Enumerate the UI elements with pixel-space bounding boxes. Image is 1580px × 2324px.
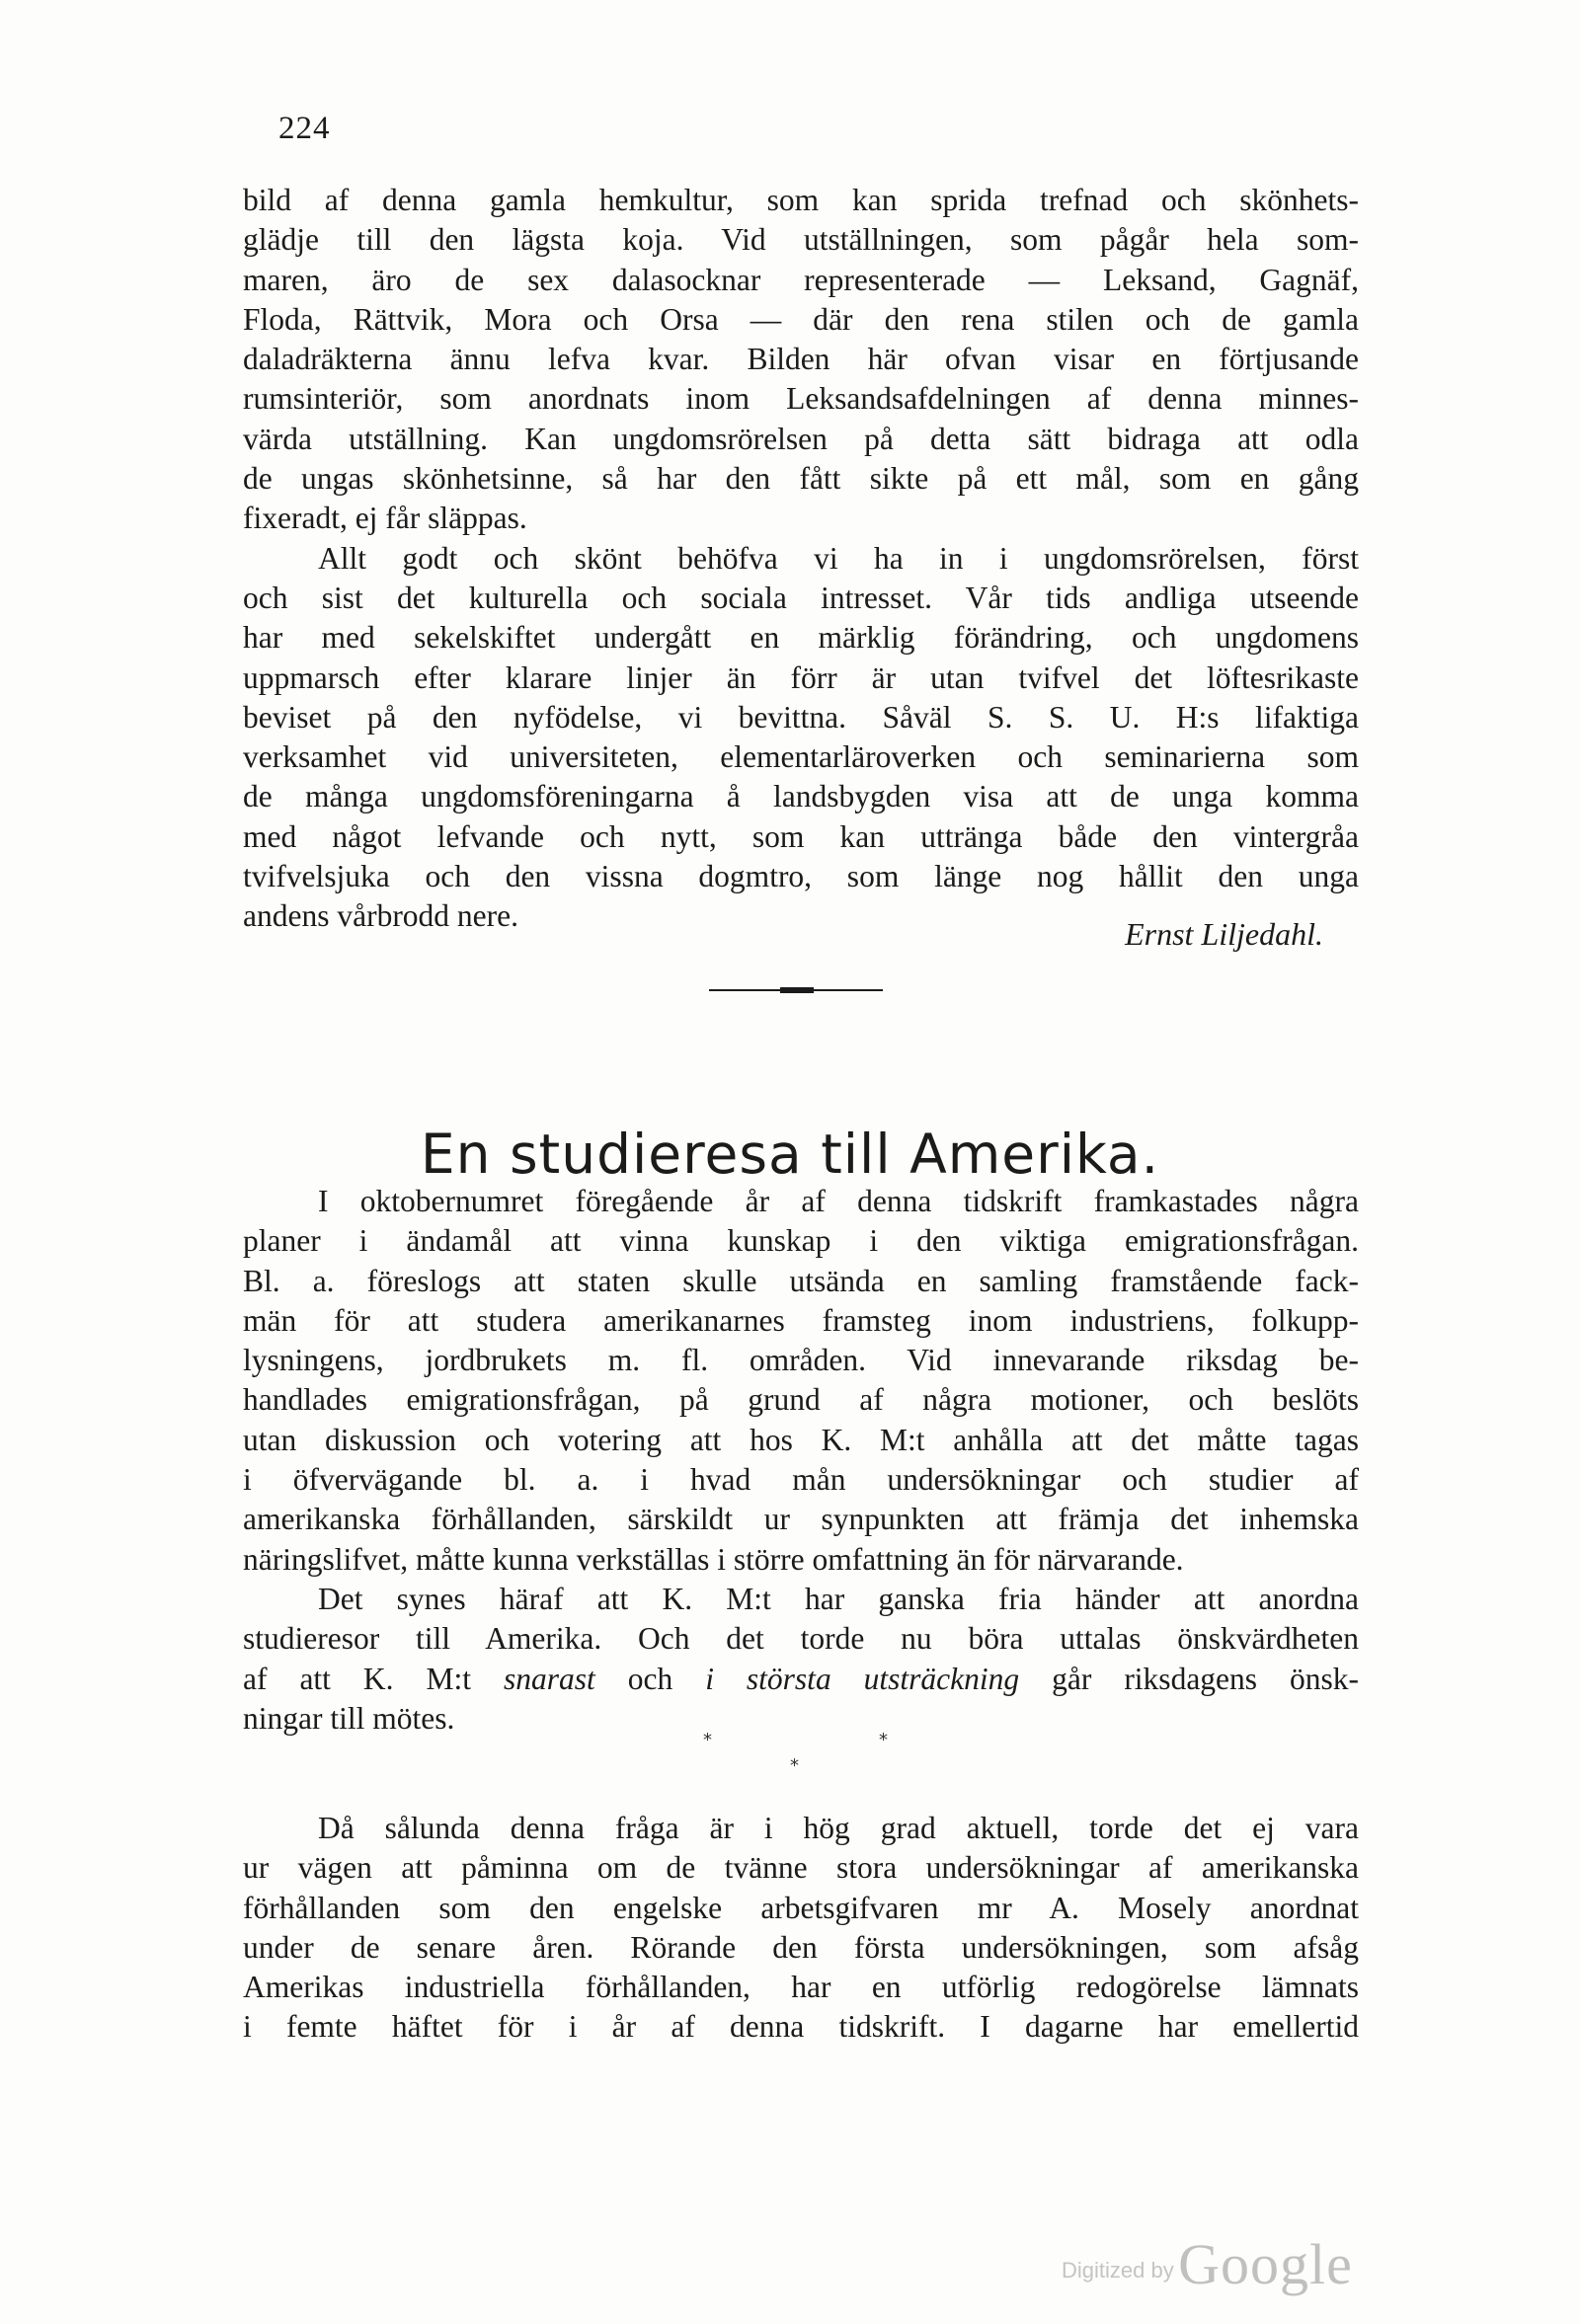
text-line: bild af denna gamla hemkultur, som kan sprida trefnad och skönhets-	[243, 183, 1359, 217]
text-line: värda utställning. Kan ungdomsrörelsen på detta sätt bidraga att odla	[243, 421, 1359, 456]
text-line: ur vägen att påminna om de tvänne stora undersökningar af amerikanska	[243, 1850, 1359, 1886]
text-line: och sist det kulturella och sociala intresset. Vår tids andliga utseende	[243, 580, 1359, 615]
text-run: går riksdagens önsk-	[1019, 1661, 1360, 1696]
text-line: i femte häftet för i år af denna tidskrift. I dagarne har emellertid	[243, 2009, 1359, 2045]
text-line: de ungas skönhetsinne, så har den fått sikte på ett mål, som en gång	[243, 461, 1359, 497]
text-line: under de senare åren. Rörande den första undersökningen, som afsåg	[243, 1929, 1359, 1965]
text-line: planer i ändamål att vinna kunskap i den viktiga emigrationsfrågan.	[243, 1223, 1359, 1259]
text-line: ningar till mötes.	[243, 1700, 455, 1736]
text-line: näringslifvet, måtte kunna verkställas i större omfattning än för närvarande.	[243, 1541, 1184, 1577]
text-line: I oktobernumret föregående år af denna tidskrift framkastades några	[318, 1184, 1359, 1218]
text-line: verksamhet vid universiteten, elementarläroverken och seminarierna som	[243, 739, 1359, 775]
text-line: andens vårbrodd nere.	[243, 898, 519, 934]
text-line: beviset på den nyfödelse, vi bevittna. Såväl S. S. U. H:s lifaktiga	[243, 699, 1359, 735]
text-line: förhållanden som den engelske arbetsgifvaren mr A. Mosely anordnat	[243, 1890, 1359, 1925]
article-title: En studieresa till Amerika.	[420, 1122, 1160, 1186]
text-line: rumsinteriör, som anordnats inom Leksandsafdelningen af denna minnes-	[243, 381, 1359, 417]
text-line: Allt godt och skönt behöfva vi ha in i ungdomsrörelsen, först	[318, 540, 1359, 576]
text-line: tvifvelsjuka och den vissna dogmtro, som länge nog hållit den unga	[243, 859, 1359, 894]
text-line: uppmarsch efter klarare linjer än förr är utan tvifvel det löftesrikaste	[243, 659, 1359, 695]
text-line: lysningens, jordbrukets m. fl. områden. Vid innevarande riksdag be-	[243, 1343, 1359, 1378]
page-number: 224	[278, 111, 331, 146]
text-line: Amerikas industriella förhållanden, har en utförlig redogörelse lämnats	[243, 1970, 1359, 2005]
asterism	[0, 1730, 1580, 1789]
text-line: Floda, Rättvik, Mora och Orsa — där den rena stilen och de gamla	[243, 301, 1359, 337]
section-continuation	[243, 181, 1359, 937]
text-line: utan diskussion och votering att hos K. M:t anhålla att det måtte tagas	[243, 1422, 1359, 1457]
text-line: Det synes häraf att K. M:t har ganska fria händer att anordna	[318, 1582, 1359, 1616]
divider-ornament	[780, 987, 814, 993]
text-line: handlades emigrationsfrågan, på grund af några motioner, och beslöts	[243, 1382, 1359, 1418]
text-line: har med sekelskiftet undergått en märklig förändring, och ungdomens	[243, 620, 1359, 656]
emphasis-snarast: snarast	[503, 1661, 595, 1696]
article-paragraph-2	[243, 1580, 1359, 1739]
asterisk: *	[879, 1730, 888, 1750]
digitized-watermark	[1062, 2231, 1353, 2297]
text-line: de många ungdomsföreningarna å landsbygden visa att de unga komma	[243, 779, 1359, 814]
text-line: maren, äro de sex dalasocknar representerade — Leksand, Gagnäf,	[243, 262, 1359, 297]
text-line: daladräkterna ännu lefva kvar. Bilden här ofvan visar en förtjusande	[243, 342, 1359, 377]
text-run: af att K. M:t	[243, 1661, 504, 1696]
text-line	[243, 1660, 1359, 1699]
text-line: Bl. a. föreslogs att staten skulle utsända en samling framstående fack-	[243, 1263, 1359, 1298]
watermark-prefix: Digitized by	[1062, 2258, 1174, 2283]
asterisk: *	[703, 1730, 712, 1750]
text-line: glädje till den lägsta koja. Vid utställningen, som pågår hela som-	[243, 222, 1359, 258]
text-line: Då sålunda denna fråga är i hög grad aktuell, torde det ej vara	[318, 1811, 1359, 1845]
article-paragraph-3	[243, 1809, 1359, 2048]
text-line: män för att studera amerikanarnes framsteg inom industriens, folkupp-	[243, 1302, 1359, 1338]
asterisk: *	[790, 1755, 799, 1776]
text-line: i öfvervägande bl. a. i hvad mån undersökningar och studier af	[243, 1462, 1359, 1498]
text-line: fixeradt, ej får släppas.	[243, 501, 527, 536]
section-divider	[709, 989, 883, 991]
text-line: med något lefvande och nytt, som kan utträngа både den vintergråa	[243, 818, 1359, 854]
text-run: och	[594, 1661, 706, 1696]
google-logo: Google	[1178, 2232, 1353, 2296]
author-signature: Ernst Liljedahl.	[1125, 916, 1323, 952]
article-paragraph-1	[243, 1182, 1359, 1580]
text-line: amerikanska förhållanden, särskildt ur synpunkten att främja det inhemska	[243, 1502, 1359, 1537]
emphasis-utstrackning: i största utsträckning	[705, 1661, 1020, 1696]
text-line: studieresor till Amerika. Och det torde nu böra uttalas önskvärdheten	[243, 1621, 1359, 1657]
